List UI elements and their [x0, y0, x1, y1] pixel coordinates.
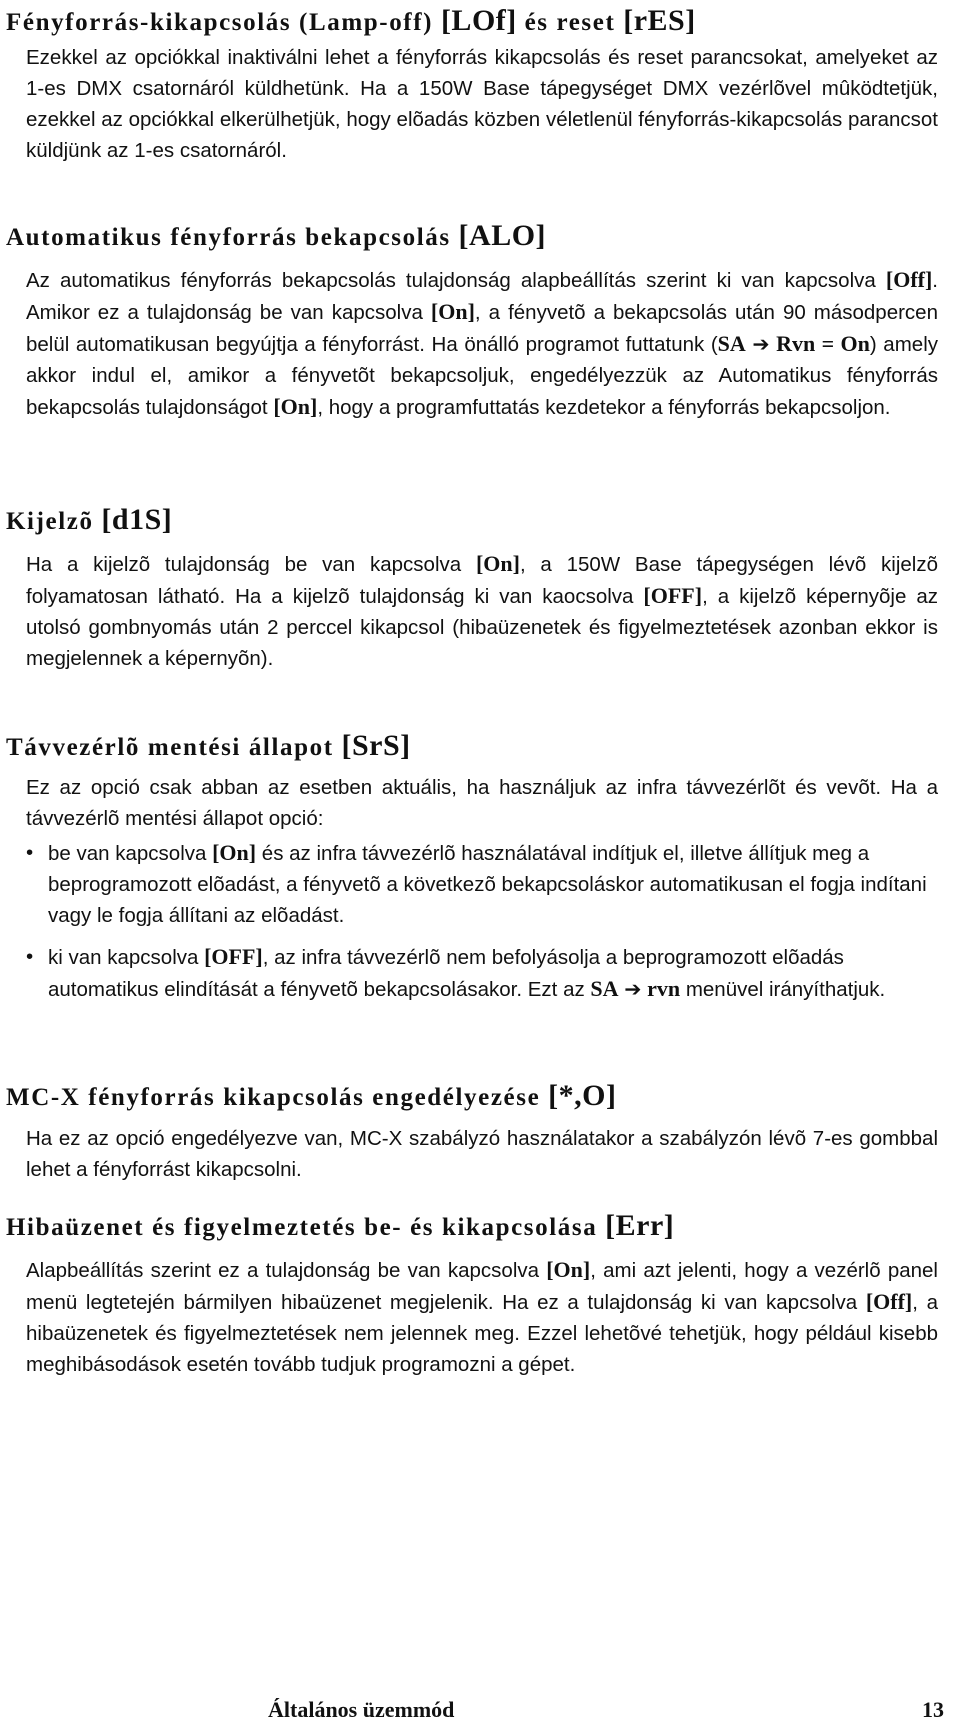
section-body-lamp-off: Ezekkel az opciókkal inaktiválni lehet a fényforrás kikapcsolás és reset parancsokat, amelyeket az 1-es DMX csatornáról küldhetünk. Ha a 150W Base tápegységet DMX vezérlõvel mûködtetjük, ezekkel az opciókkal elkerülhetjük, hogy elõadás közben véletlenül fényforrás-kikapcsolás parancsot küldjünk az 1-es csatornáról. [26, 46, 938, 162]
section-body-auto-lamp-on: Az automatikus fényforrás bekapcsolás tulajdonság alapbeállítás szerint ki van kapcsolva [Off]. Amikor ez a tulajdonság be van kapcsolva [On], a fényvetõ a bekapcsolás után 90 másodpercen belül automatikusan begyújtja a fényforrást. Ha önálló programot futtatunk (SA ➔ Rvn = On) amely akkor indul el, amikor a fényvetõt bekapcsoljuk, engedélyezzük az Automatikus fényforrás bekapcsolás tulajdonságot [On], hogy a programfuttatás kezdetekor a fényforrás bekapcsoljon. [26, 267, 938, 419]
section-heading-lamp-off: Fényforrás-kikapcsolás (Lamp-off) [LOf] és reset [rES] [6, 4, 696, 37]
arrow-icon: ➔ [745, 332, 777, 356]
section-heading-errors: Hibaüzenet és figyelmeztetés be- és kikapcsolása [Err] [6, 1209, 675, 1242]
list-item: • ki van kapcsolva [OFF], az infra távvezérlõ nem befolyásolja a beprogramozott elõadás automatikus elindítását a fényvetõ bekapcsolásakor. Ezt az SA ➔ rvn menüvel irányíthatjuk. [26, 943, 886, 1001]
section-heading-remote-save: Távvezérlõ mentési állapot [SrS] [6, 729, 411, 762]
section-heading-auto-lamp-on: Automatikus fényforrás bekapcsolás [ALO] [6, 219, 547, 252]
bullet-icon: • [26, 841, 34, 864]
list-item: • be van kapcsolva [On] és az infra távvezérlõ használatával indítjuk el, illetve állítjuk meg a beprogramozott elõadást, a fényvetõ a következõ bekapcsoláskor automatikusan el fogja indítani vagy le fogja állítani az elõadást. [26, 840, 927, 927]
section-heading-mcx-lamp-off: MC-X fényforrás kikapcsolás engedélyezése [*,O] [6, 1079, 617, 1112]
section-body-mcx-lamp-off: Ha ez az opció engedélyezve van, MC-X szabályzó használatakor a szabályzón lévõ 7-es gombbal lehet a fényforrást kikapcsolni. [26, 1127, 938, 1181]
page-number: 13 [922, 1697, 944, 1722]
remote-save-options-list [26, 838, 938, 1006]
section-body-errors: Alapbeállítás szerint ez a tulajdonság be van kapcsolva [On], ami azt jelenti, hogy a vezérlõ panel menü legtetején bármilyen hibaüzenet megjelenik. Ha ez a tulajdonság ki van kapcsolva [Off], a hibaüzenetek és figyelmeztetések nem jelennek meg. Ezzel lehetõvé tehetjük, hogy például kisebb meghibásodások esetén tovább tudjuk programozni a gépet. [26, 1257, 938, 1376]
arrow-icon: ➔ [618, 977, 648, 1001]
section-body-display: Ha a kijelzõ tulajdonság be van kapcsolva [On], a 150W Base tápegységen lévõ kijelzõ folyamatosan látható. Ha a kijelzõ tulajdonság ki van kaocsolva [OFF], a kijelzõ képernyõje az utolsó gombnyomás után 2 perccel kikapcsol (hibaüzenetek és figyelmeztetések azonban ekkor is megjelennek a képernyõn). [26, 551, 938, 670]
section-intro-remote-save: Ez az opció csak abban az esetben aktuális, ha használjuk az infra távvezérlõt és vevõt. Ha a távvezérlõ mentési állapot opció: [26, 776, 938, 830]
section-heading-display: Kijelzõ [d1S] [6, 503, 173, 536]
bullet-icon: • [26, 944, 34, 968]
footer-chapter-title: Általános üzemmód [268, 1697, 455, 1722]
